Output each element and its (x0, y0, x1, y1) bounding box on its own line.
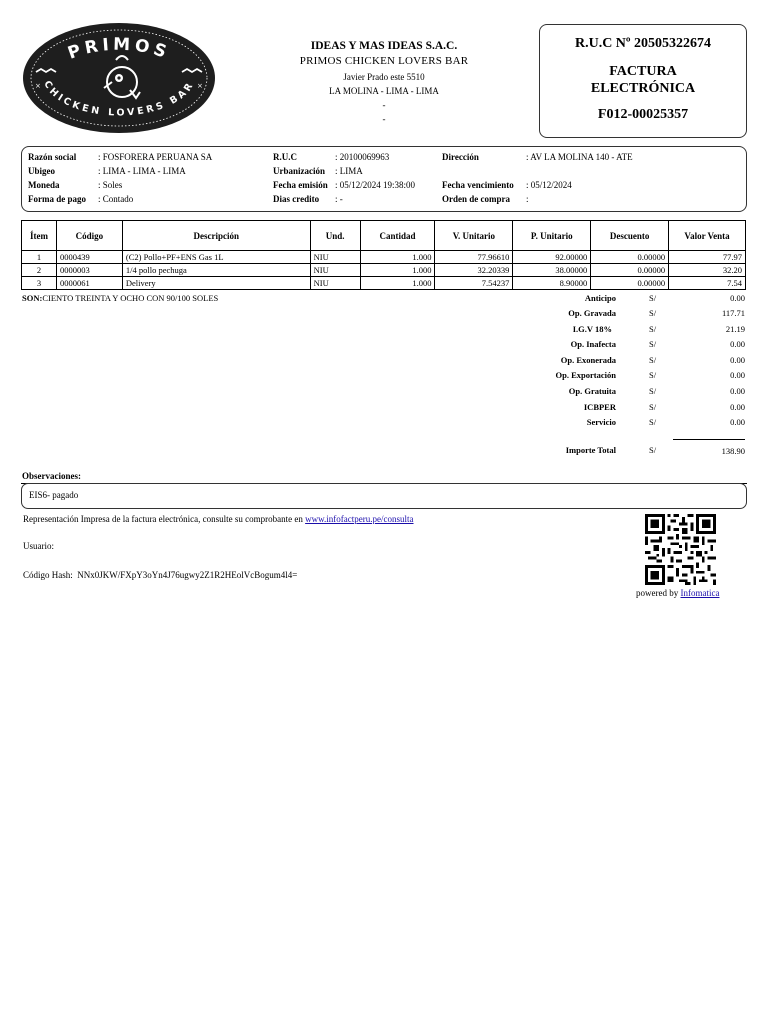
client-info-box (21, 146, 747, 212)
vencimiento-label: Fecha vencimiento (442, 180, 514, 190)
anticipo-value: 0.00 (730, 293, 745, 303)
orden-compra-label: Orden de compra (442, 194, 510, 204)
cell-descuento: 0.00000 (591, 264, 669, 277)
table-row (22, 251, 746, 264)
usuario-label: Usuario: (23, 541, 54, 551)
client-ruc-value: : 20100069963 (335, 152, 390, 162)
moneda-value: : Soles (98, 180, 123, 190)
son-text: CIENTO TREINTA Y OCHO CON 90/100 SOLES (42, 293, 219, 303)
company-line5: - (382, 114, 386, 124)
cell-v-unitario: 32.20339 (435, 264, 513, 277)
ruc-number: R.U.C Nº 20505322674 (574, 36, 712, 51)
svg-text:×: × (197, 82, 203, 90)
col-valor-venta: Valor Venta (669, 221, 746, 251)
consulta-link[interactable]: www.infofactperu.pe/consulta (305, 514, 414, 524)
exonerada-value: 0.00 (730, 355, 745, 365)
pago-label: Forma de pago (28, 194, 86, 204)
cell-descripcion: (C2) Pollo+PF+ENS Gas 1L (122, 251, 310, 264)
cell-cantidad: 1.000 (360, 264, 435, 277)
svg-text:CHICKEN LOVERS BAR: CHICKEN LOVERS BAR (41, 78, 197, 119)
hash-value: NNx0JKW/FXpY3oYn4J76ugwy2Z1R2HEolVcBogum4l4= (77, 570, 298, 580)
servicio-currency: S/ (649, 417, 657, 427)
cell-item: 2 (22, 264, 57, 277)
urbanizacion-value: : LIMA (335, 166, 363, 176)
representation-text: Representación Impresa de la factura electrónica, consulte su comprobante en (23, 514, 306, 524)
amount-in-words (22, 293, 218, 303)
importe-total-currency: S/ (649, 445, 657, 455)
col-p-unitario: P. Unitario (513, 221, 591, 251)
cell-p-unitario: 8.90000 (513, 277, 591, 290)
col-codigo: Código (56, 221, 122, 251)
importe-total-value: 138.90 (721, 446, 745, 456)
svg-text:PRIMOS: PRIMOS (65, 34, 173, 64)
emision-label: Fecha emisión (273, 180, 328, 190)
orden-compra-value: : (526, 194, 529, 204)
cell-und: NIU (310, 251, 360, 264)
observaciones-label: Observaciones: (22, 471, 81, 481)
qr-code (645, 514, 716, 585)
igv-label: I.G.V 18% (572, 324, 612, 334)
exportacion-label: Op. Exportación (555, 370, 616, 380)
cell-item: 3 (22, 277, 57, 290)
cell-und: NIU (310, 264, 360, 277)
igv-currency: S/ (649, 324, 657, 334)
hash-label: Código Hash: (23, 570, 73, 580)
total-divider (673, 439, 745, 440)
document-number: F012-00025357 (597, 107, 689, 122)
pago-value: : Contado (98, 194, 134, 204)
gravada-label: Op. Gravada (568, 308, 616, 318)
inafecta-currency: S/ (649, 339, 657, 349)
col-descripcion: Descripción (122, 221, 310, 251)
gratuita-currency: S/ (649, 386, 657, 396)
observaciones-value: EIS6- pagado (29, 490, 79, 500)
cell-codigo: 0000061 (56, 277, 122, 290)
document-id-box (539, 24, 747, 138)
cell-valor-venta: 32.20 (669, 264, 746, 277)
svg-text:×: × (35, 82, 41, 90)
servicio-label: Servicio (586, 417, 616, 427)
table-header-row (22, 221, 746, 251)
cell-und: NIU (310, 277, 360, 290)
icbper-value: 0.00 (730, 402, 745, 412)
col-und: Und. (310, 221, 360, 251)
col-item: Ítem (22, 221, 57, 251)
company-line4: - (382, 100, 386, 110)
company-address: Javier Prado este 5510 (343, 72, 425, 82)
col-v-unitario: V. Unitario (435, 221, 513, 251)
gravada-currency: S/ (649, 308, 657, 318)
primos-logo (22, 22, 216, 134)
powered-by (636, 588, 719, 598)
company-name: IDEAS Y MAS IDEAS S.A.C. (310, 40, 458, 52)
anticipo-currency: S/ (649, 293, 657, 303)
cell-p-unitario: 38.00000 (513, 264, 591, 277)
exportacion-currency: S/ (649, 370, 657, 380)
importe-total-label: Importe Total (565, 445, 616, 455)
urbanizacion-label: Urbanización (273, 166, 326, 176)
exportacion-value: 0.00 (730, 370, 745, 380)
cell-v-unitario: 7.54237 (435, 277, 513, 290)
inafecta-label: Op. Inafecta (570, 339, 616, 349)
col-descuento: Descuento (591, 221, 669, 251)
table-row (22, 264, 746, 277)
company-brand: PRIMOS CHICKEN LOVERS BAR (299, 55, 469, 67)
emision-value: : 05/12/2024 19:38:00 (335, 180, 416, 190)
icbper-label: ICBPER (583, 402, 616, 412)
cell-descuento: 0.00000 (591, 251, 669, 264)
direccion-value: : AV LA MOLINA 140 - ATE (526, 152, 633, 162)
dias-credito-label: Dias credito (273, 194, 320, 204)
icbper-currency: S/ (649, 402, 657, 412)
company-location: LA MOLINA - LIMA - LIMA (329, 86, 439, 96)
vencimiento-value: : 05/12/2024 (526, 180, 572, 190)
inafecta-value: 0.00 (730, 339, 745, 349)
cell-descripcion: 1/4 pollo pechuga (122, 264, 310, 277)
son-label: SON: (22, 293, 43, 303)
document-type-line2: ELECTRÓNICA (590, 81, 696, 96)
gratuita-label: Op. Gratuita (568, 386, 616, 396)
cell-descripcion: Delivery (122, 277, 310, 290)
document-type-line1: FACTURA (609, 64, 677, 79)
anticipo-label: Anticipo (584, 293, 616, 303)
cell-descuento: 0.00000 (591, 277, 669, 290)
exonerada-currency: S/ (649, 355, 657, 365)
items-table (21, 220, 746, 290)
hash-line (23, 570, 297, 580)
representation-note (23, 514, 414, 524)
servicio-value: 0.00 (730, 417, 745, 427)
powered-link[interactable]: Infomatica (680, 588, 720, 598)
cell-codigo: 0000003 (56, 264, 122, 277)
direccion-label: Dirección (442, 152, 479, 162)
cell-codigo: 0000439 (56, 251, 122, 264)
gratuita-value: 0.00 (730, 386, 745, 396)
cell-item: 1 (22, 251, 57, 264)
observaciones-box (21, 483, 747, 509)
cell-cantidad: 1.000 (360, 277, 435, 290)
ubigeo-label: Ubigeo (28, 166, 55, 176)
cell-p-unitario: 92.00000 (513, 251, 591, 264)
razon-label: Razón social (28, 152, 77, 162)
ubigeo-value: : LIMA - LIMA - LIMA (98, 166, 186, 176)
exonerada-label: Op. Exonerada (560, 355, 616, 365)
moneda-label: Moneda (28, 180, 60, 190)
client-ruc-label: R.U.C (273, 152, 297, 162)
table-row (22, 277, 746, 290)
powered-text: powered by (636, 588, 681, 598)
cell-valor-venta: 7.54 (669, 277, 746, 290)
cell-cantidad: 1.000 (360, 251, 435, 264)
company-header (262, 40, 506, 126)
gravada-value: 117.71 (721, 308, 745, 318)
cell-valor-venta: 77.97 (669, 251, 746, 264)
dias-credito-value: : - (335, 194, 343, 204)
cell-v-unitario: 77.96610 (435, 251, 513, 264)
razon-value: : FOSFORERA PERUANA SA (98, 152, 213, 162)
col-cantidad: Cantidad (360, 221, 435, 251)
igv-value: 21.19 (725, 324, 745, 334)
